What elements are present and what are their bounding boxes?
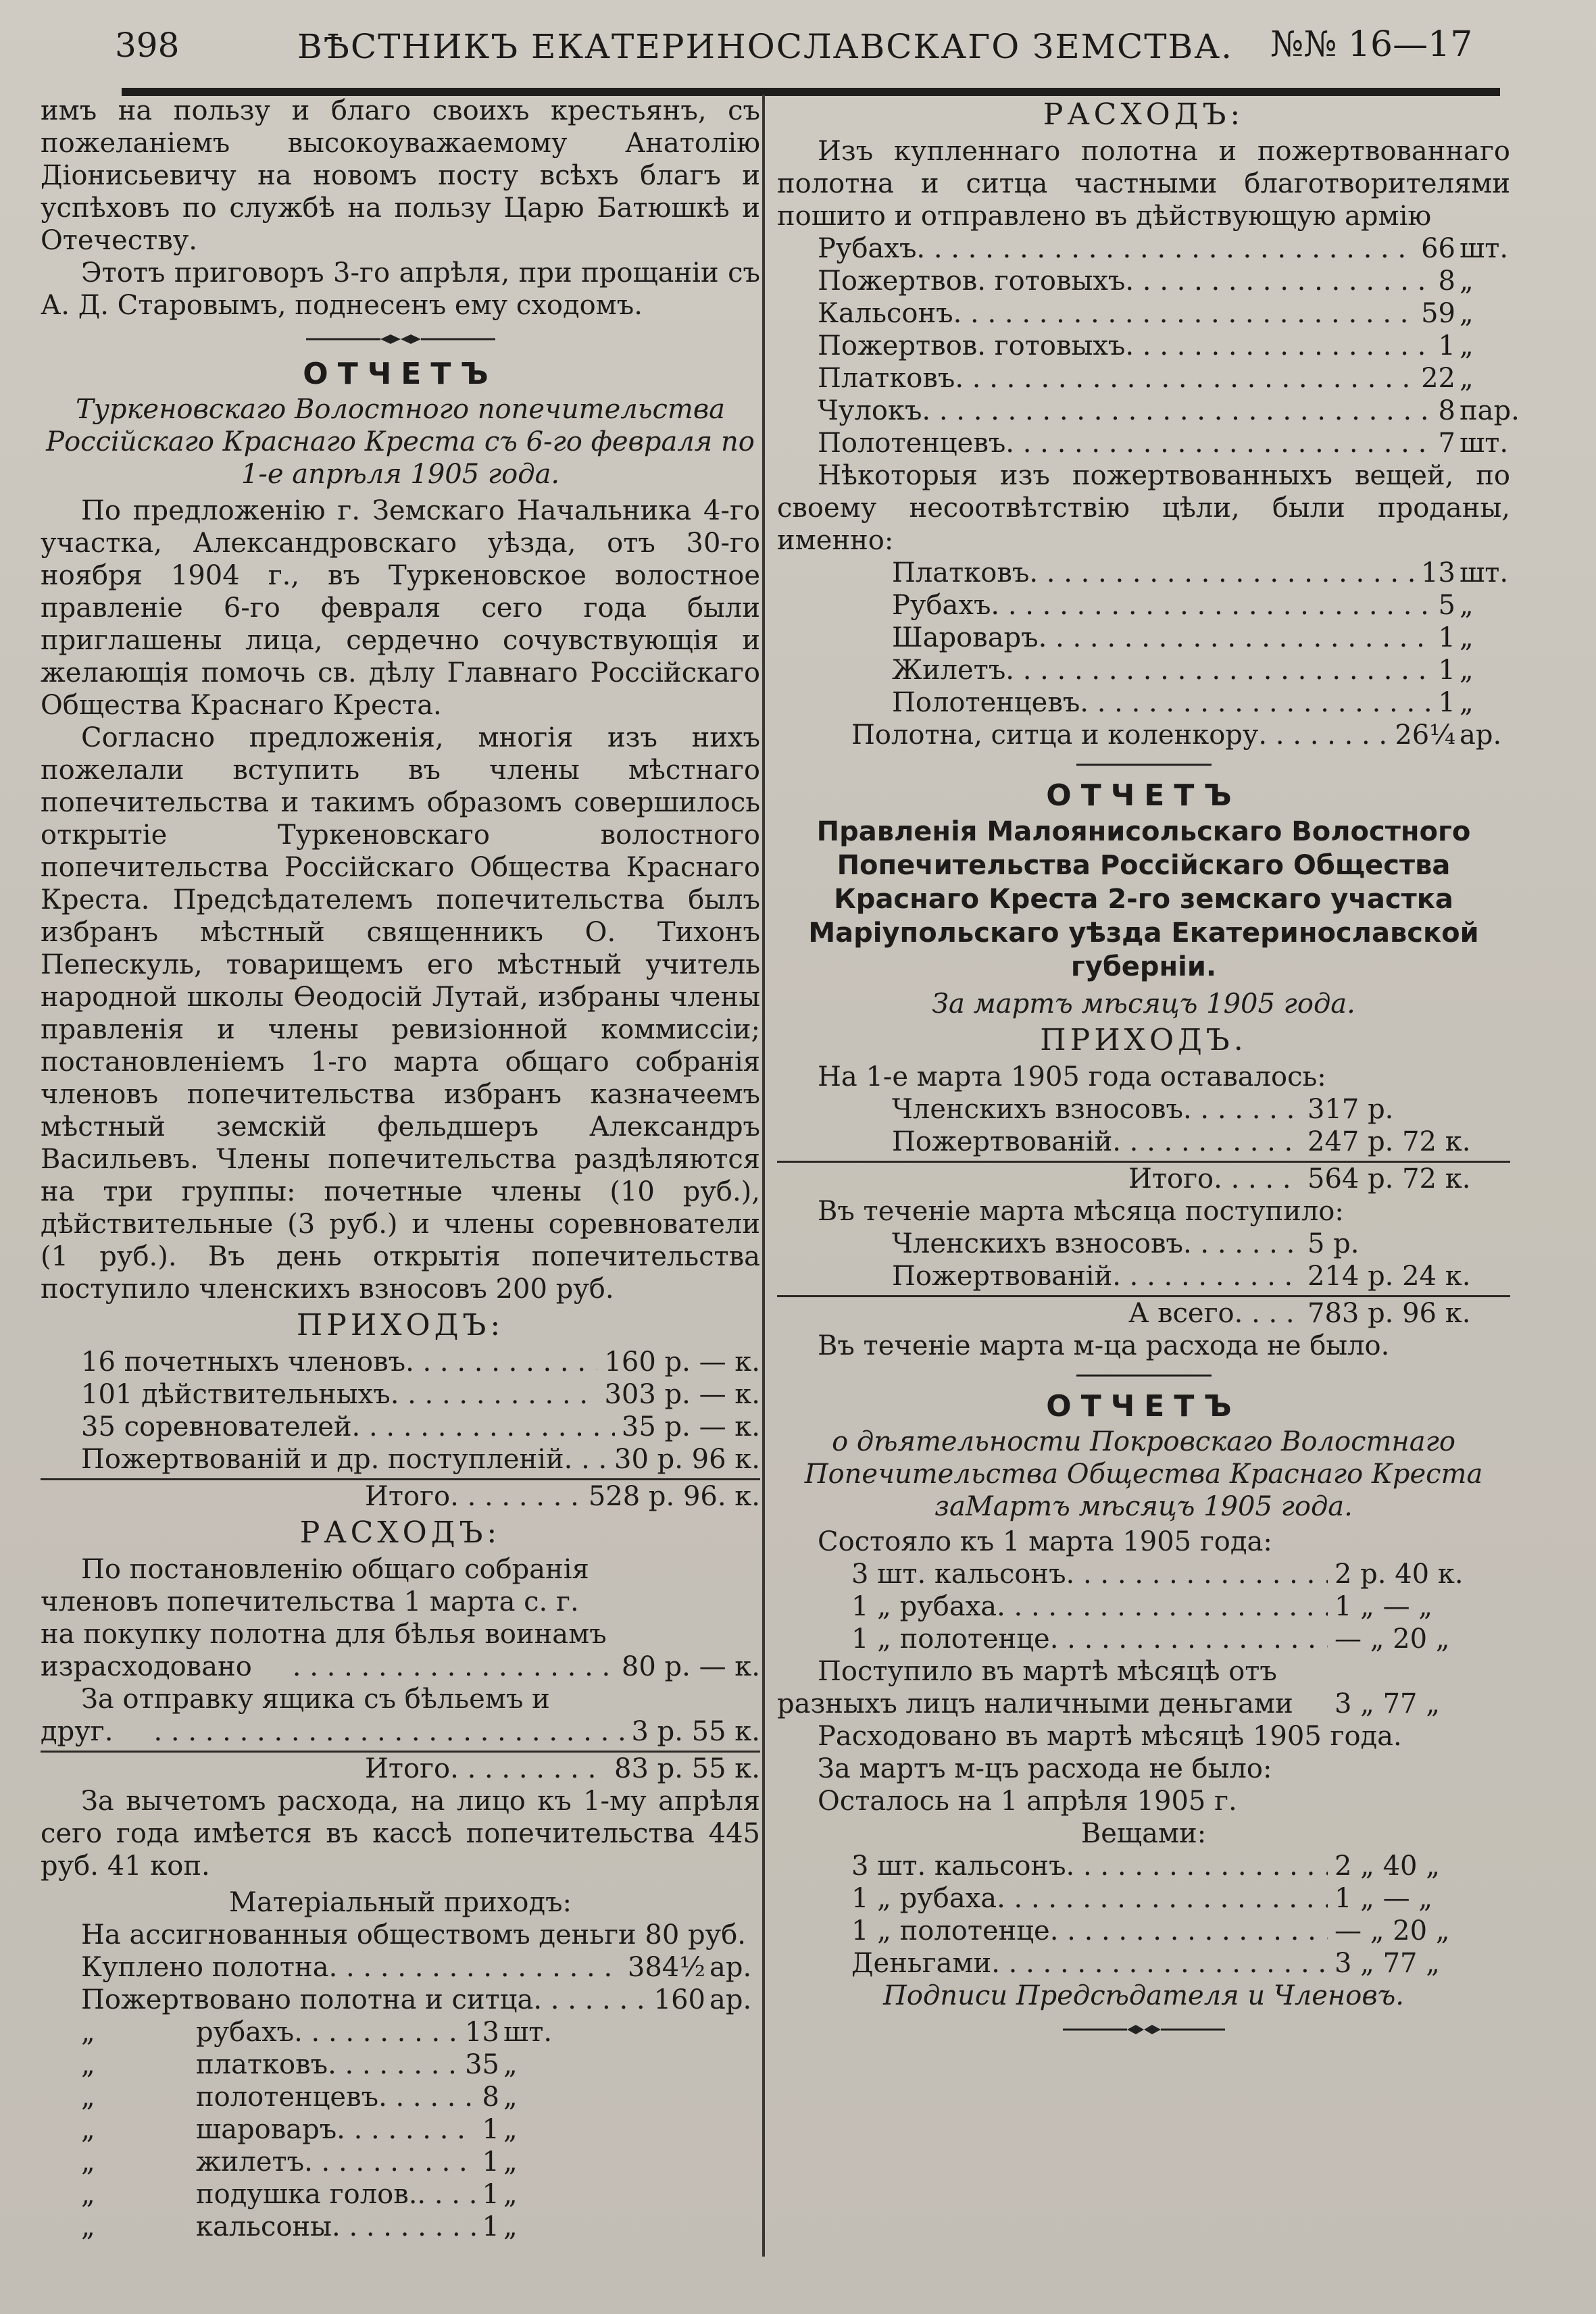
sold-unit: „ — [1460, 590, 1474, 621]
income-total — [41, 1478, 760, 1513]
material-unit: шт. — [503, 2017, 553, 2048]
sold-row — [777, 622, 1510, 654]
sold-row — [777, 557, 1510, 589]
row-amount: 5 р. — [1307, 1228, 1360, 1259]
sent-row — [777, 362, 1510, 395]
report-row — [777, 1093, 1510, 1126]
report-row — [777, 1623, 1510, 1655]
report-row — [777, 1126, 1510, 1158]
report-title: ОТЧЕТЪ — [1046, 1389, 1241, 1424]
sold-row — [777, 719, 1510, 751]
total-amount: 528 р. 96. к. — [588, 1481, 760, 1512]
sent-row — [777, 427, 1510, 459]
sold-label: Полотенцевъ . . . — [892, 686, 1432, 719]
intro-paragraph: имъ на пользу и благо своихъ крестьянъ, съ пожеланіемъ высокоуважаемому Анатолію Діонисьевичу на новомъ посту всѣхъ благъ и успѣховъ по службѣ на пользу Царю Батюшкѣ и Отечеству. — [41, 95, 760, 256]
row-label: 1 „ полотенце . . . — [851, 1623, 1328, 1655]
material-label: Куплено полотна . . . — [81, 1951, 621, 1984]
sold-qty: 1 — [1438, 622, 1455, 653]
row-amount: 1 „ — „ — [1335, 1883, 1433, 1914]
material-unit: „ — [503, 2114, 518, 2145]
material-unit: ар. — [709, 1984, 752, 2015]
material-row — [41, 2146, 554, 2178]
report-total — [777, 1161, 1510, 1195]
row-amount: — „ 20 „ — [1335, 1624, 1450, 1655]
row-label: Поступило въ мартѣ мѣсяцѣ отъ разныхъ лицъ наличными деньгами . . . — [777, 1655, 1328, 1720]
sent-label: Пожертвов. готовыхъ . . . — [818, 265, 1432, 297]
sold-unit: ар. — [1460, 720, 1502, 751]
sold-qty: 26¼ — [1395, 720, 1455, 751]
material-unit: „ — [503, 2082, 518, 2113]
ditto-mark: „ — [81, 2049, 95, 2080]
no-expense-line: За мартъ м-цъ расхода не было: — [818, 1753, 1272, 1784]
report-subtitle: Туркеновскаго Волостного попечительства Россійскаго Краснаго Креста съ 6-го февраля по 1-е апрѣля 1905 года. — [46, 394, 755, 490]
report-title: ОТЧЕТЪ — [1046, 778, 1241, 813]
body-paragraph: По предложенію г. Земскаго Начальника 4-го участка, Александровскаго уѣзда, отъ 30-го ноября 1904 г., въ Туркеновское волостное правленіе 6-го февраля сего года были приглашены лица, сердечно сочувствующія и желающія помочь св. дѣлу Главнаго Россійскаго Общества Краснаго Креста. — [41, 495, 760, 721]
ornament-divider — [306, 332, 495, 346]
row-label: Деньгами . . . — [851, 1947, 1328, 1980]
material-qty: 1 — [482, 2211, 499, 2242]
material-label: платковъ . . . — [122, 2048, 458, 2081]
report-row — [777, 1260, 1510, 1292]
income-amount: 35 р. — к. — [621, 1411, 760, 1442]
body-paragraph: Согласно предложенія, многія изъ нихъ пожелали вступить въ члены мѣстнаго попечительства и такимъ образомъ совершилось открытіе Туркеновскаго волостного попечительства Россійскаго Общества Краснаго Креста. Предсѣдателемъ попечительства былъ избранъ мѣстный священникъ О. Тихонъ Пепескуль, товарищемъ его мѣстный учитель народной школы Ѳеодосій Лутай, избраны члены правленія и члены ревизіонной коммиссіи; постановленіемъ 1-го марта общаго собранія членовъ попечительства избранъ казначеемъ мѣстный земскій фельдшеръ Александръ Васильевъ. Члены попечительства раздѣляются на три группы: почетные члены (10 руб.), дѣйствительные (3 руб.) и члены соревнователи (1 руб.). Въ день открытія попечительства поступило членскихъ взносовъ 200 руб. — [41, 722, 760, 1305]
row-amount: — „ 20 „ — [1335, 1915, 1450, 1946]
report-row — [777, 1850, 1510, 1882]
sent-unit: „ — [1460, 330, 1474, 361]
sent-row — [777, 395, 1520, 427]
material-qty: 160 — [653, 1984, 705, 2015]
sent-row — [777, 330, 1510, 362]
sent-label: Пожертвов. готовыхъ . . . — [818, 330, 1432, 362]
material-heading: Матеріальный приходъ: — [228, 1887, 572, 1918]
row-label: 1 „ рубаха . . . — [851, 1590, 1328, 1623]
right-column — [777, 95, 1520, 2048]
report-subtitle: Правленія Малоянисольскаго Волостного Попечительства Россійскаго Общества Краснаго Креста 2-го земскаго участка Маріупольскаго уѣзда Екатеринославской губерніи. — [808, 816, 1479, 982]
material-row — [41, 2016, 554, 2048]
sent-label: Кальсонъ . . . — [818, 297, 1414, 330]
income-row — [41, 1411, 760, 1443]
no-expense-line: Въ теченіе марта м-ца расхода не было. — [818, 1330, 1390, 1361]
row-label: 1 „ полотенце . . . — [851, 1915, 1328, 1947]
sold-row — [777, 654, 1510, 686]
material-intro: На ассигнованныя обществомъ деньги 80 руб. — [81, 1919, 746, 1951]
material-label: рубахъ . . . — [122, 2016, 458, 2048]
ditto-mark: „ — [81, 2146, 95, 2178]
expense-amount: 80 р. — к. — [621, 1651, 760, 1682]
expense-label: За отправку ящика съ бѣльемъ и друг. . . . — [41, 1683, 624, 1748]
material-qty: 1 — [482, 2179, 499, 2210]
sent-qty: 22 — [1421, 363, 1455, 394]
material-qty: 35 — [465, 2049, 499, 2080]
material-label: кальсоны . . . — [122, 2211, 476, 2243]
income-heading: ПРИХОДЪ. — [1040, 1023, 1247, 1057]
row-label: Членскихъ взносовъ . . . — [892, 1093, 1301, 1126]
material-row — [41, 2048, 554, 2081]
sold-unit: „ — [1460, 622, 1474, 653]
sold-qty: 1 — [1438, 655, 1455, 686]
material-unit: „ — [503, 2146, 518, 2178]
material-unit: „ — [503, 2211, 518, 2242]
income-amount: 160 р. — к. — [604, 1347, 760, 1378]
sent-unit: „ — [1460, 363, 1474, 394]
sent-unit: пар. — [1460, 395, 1520, 426]
material-qty: 384½ — [627, 1952, 705, 1983]
material-qty: 1 — [482, 2146, 499, 2178]
report-subtitle: о дѣятельности Покровскаго Волостнаго Попечительства Общества Краснаго Креста заМартъ мѣсяцъ 1905 года. — [804, 1426, 1483, 1522]
row-amount: 3 „ 77 „ — [1335, 1948, 1440, 1979]
material-unit: „ — [503, 2049, 518, 2080]
ornament-divider — [1063, 2023, 1225, 2036]
spent-line: Расходовано въ мартѣ мѣсяцѣ 1905 года. — [818, 1721, 1402, 1752]
sent-unit: „ — [1460, 266, 1474, 297]
sent-qty: 8 — [1438, 266, 1455, 297]
sent-qty: 66 — [1421, 233, 1455, 264]
row-amount: 317 р. — [1307, 1094, 1394, 1125]
row-label: 3 шт. кальсонъ . . . — [851, 1850, 1328, 1882]
intro-paragraph: Этотъ приговоръ 3-го апрѣля, при прощаніи съ А. Д. Старовымъ, поднесенъ ему сходомъ. — [41, 257, 760, 321]
sent-qty: 7 — [1438, 428, 1455, 459]
received-line: Въ теченіе марта мѣсяца поступило: — [818, 1196, 1344, 1227]
expense-total — [41, 1751, 760, 1785]
signature-line: Подписи Предсѣдателя и Членовъ. — [882, 1980, 1404, 2011]
material-qty: 1 — [482, 2114, 499, 2145]
ditto-mark: „ — [81, 2017, 95, 2048]
total-amount: 564 р. 72 к. — [1307, 1163, 1471, 1194]
row-label: 1 „ рубаха . . . — [851, 1882, 1328, 1915]
sold-label: Жилетъ . . . — [892, 654, 1432, 686]
material-label: полотенцевъ . . . — [122, 2081, 476, 2113]
sent-label: Чулокъ . . . — [818, 395, 1432, 427]
balance-line: На 1-е марта 1905 года оставалось: — [818, 1061, 1326, 1092]
material-label: жилетъ . . . — [122, 2146, 476, 2178]
sold-row — [777, 686, 1510, 719]
expense-heading: РАСХОДЪ: — [1043, 97, 1245, 132]
material-row — [41, 2081, 554, 2113]
row-label: Пожертвованій . . . — [892, 1260, 1301, 1292]
left-column — [41, 95, 760, 2243]
sold-unit: „ — [1460, 655, 1474, 686]
journal-title: ВѢСТНИКЪ ЕКАТЕРИНОСЛАВСКАГО ЗЕМСТВА. — [297, 27, 1234, 66]
remaining-line: Осталось на 1 апрѣля 1905 г. — [818, 1786, 1237, 1817]
sold-label: Шароваръ . . . — [892, 622, 1432, 654]
income-row — [41, 1378, 760, 1411]
ditto-mark: „ — [81, 2211, 95, 2242]
sent-unit: шт. — [1460, 233, 1509, 264]
material-row — [41, 2211, 554, 2243]
income-amount: 303 р. — к. — [604, 1379, 760, 1410]
ditto-mark: „ — [81, 2082, 95, 2113]
ditto-mark: „ — [81, 2114, 95, 2145]
sold-qty: 13 — [1421, 557, 1455, 588]
short-rule — [1076, 1373, 1212, 1378]
material-items — [41, 2016, 554, 2243]
report-row — [777, 1882, 1510, 1915]
income-amount: 30 р. 96 к. — [614, 1444, 760, 1475]
row-label: 3 шт. кальсонъ . . . — [851, 1558, 1328, 1590]
sent-row — [777, 265, 1510, 297]
material-label: Пожертвовано полотна и ситца . . . — [81, 1984, 647, 2016]
row-amount: 1 „ — „ — [1335, 1591, 1433, 1622]
sent-qty: 59 — [1421, 298, 1455, 329]
total-amount: 783 р. 96 к. — [1307, 1298, 1471, 1329]
expense-amount: 3 р. 55 к. — [631, 1716, 760, 1747]
material-row — [41, 2178, 554, 2211]
row-label: Членскихъ взносовъ . . . — [892, 1228, 1301, 1260]
total-amount: 83 р. 55 к. — [614, 1753, 760, 1784]
material-label: шароваръ . . . — [122, 2113, 476, 2146]
sent-row — [777, 297, 1510, 330]
sold-row — [777, 589, 1510, 622]
sent-label: Платковъ . . . — [818, 362, 1414, 395]
report-row — [777, 1655, 1510, 1720]
row-amount: 2 р. 40 к. — [1335, 1559, 1464, 1590]
income-label: Пожертвованій и др. поступленій . . . — [81, 1443, 607, 1476]
total-label: А всего . . . — [1128, 1297, 1301, 1330]
income-label: 35 соревнователей . . . — [81, 1411, 615, 1443]
row-amount: 214 р. 24 к. — [1307, 1261, 1471, 1292]
report-row — [777, 1590, 1510, 1623]
sold-label: Рубахъ . . . — [892, 589, 1432, 622]
report-total — [777, 1295, 1510, 1330]
sent-qty: 8 — [1438, 395, 1455, 426]
sent-qty: 1 — [1438, 330, 1455, 361]
expense-intro: Изъ купленнаго полотна и пожертвованнаго полотна и ситца частными благотворителями пошито и отправлено въ дѣйствующую армію — [777, 136, 1510, 232]
material-label: подушка голов. . . . — [122, 2178, 476, 2211]
material-row — [41, 1951, 760, 1984]
issue-number: №№ 16—17 — [1270, 24, 1473, 65]
material-qty: 13 — [465, 2017, 499, 2048]
sold-qty: 1 — [1438, 687, 1455, 718]
material-row — [41, 2113, 554, 2146]
income-heading: ПРИХОДЪ: — [296, 1308, 505, 1342]
income-label: 101 дѣйствительныхъ . . . — [81, 1378, 597, 1411]
sold-qty: 5 — [1438, 590, 1455, 621]
page-number: 398 — [115, 26, 180, 65]
ditto-mark: „ — [81, 2179, 95, 2210]
things-heading: Вещами: — [1080, 1818, 1207, 1849]
expense-row — [41, 1683, 760, 1748]
expense-label: По постановленію общаго собранія членовъ попечительства 1 марта с. г. на покупку полотна для бѣлья воинамъ израсходовано . . . — [41, 1553, 615, 1683]
row-amount: 3 „ 77 „ — [1335, 1688, 1440, 1719]
report-row — [777, 1558, 1510, 1590]
sent-unit: шт. — [1460, 428, 1509, 459]
row-label: Пожертвованій . . . — [892, 1126, 1301, 1158]
total-label: Итого . . . — [365, 1480, 582, 1513]
sent-label: Рубахъ . . . — [818, 232, 1414, 265]
report-title: ОТЧЕТЪ — [303, 357, 498, 391]
income-label: 16 почетныхъ членовъ . . . — [81, 1346, 597, 1378]
sold-unit: „ — [1460, 687, 1474, 718]
row-amount: 247 р. 72 к. — [1307, 1126, 1471, 1157]
sold-note: Нѣкоторыя изъ пожертвованныхъ вещей, по своему несоотвѣтствію цѣли, были проданы, именно: — [777, 460, 1510, 556]
sent-label: Полотенцевъ . . . — [818, 427, 1432, 459]
income-row — [41, 1346, 760, 1378]
page-header — [95, 20, 1514, 88]
sent-row — [777, 232, 1510, 265]
material-unit: ар. — [709, 1952, 752, 1983]
report-row — [777, 1915, 1510, 1947]
row-amount: 2 „ 40 „ — [1335, 1851, 1440, 1882]
sold-unit: шт. — [1460, 557, 1509, 588]
expense-heading: РАСХОДЪ: — [299, 1515, 501, 1550]
short-rule — [1076, 762, 1212, 768]
sold-label: Платковъ . . . — [892, 557, 1414, 589]
material-unit: „ — [503, 2179, 518, 2210]
income-row — [41, 1443, 760, 1476]
material-qty: 8 — [482, 2082, 499, 2113]
column-divider — [762, 95, 765, 2257]
total-label: Итого . . . — [1128, 1163, 1301, 1195]
report-row — [777, 1947, 1510, 1980]
expense-row — [41, 1553, 760, 1683]
balance-note: За вычетомъ расхода, на лицо къ 1-му апрѣля сего года имѣется въ кассѣ попечительства 445 руб. 41 коп. — [41, 1786, 760, 1882]
material-row — [41, 1984, 760, 2016]
total-label: Итого . . . — [365, 1753, 607, 1785]
report-row — [777, 1228, 1510, 1260]
sent-unit: „ — [1460, 298, 1474, 329]
balance-line: Состояло къ 1 марта 1905 года: — [818, 1526, 1272, 1557]
sold-label: Полотна, ситца и коленкору . . . — [851, 719, 1388, 751]
report-period: За мартъ мѣсяцъ 1905 года. — [932, 988, 1355, 1020]
